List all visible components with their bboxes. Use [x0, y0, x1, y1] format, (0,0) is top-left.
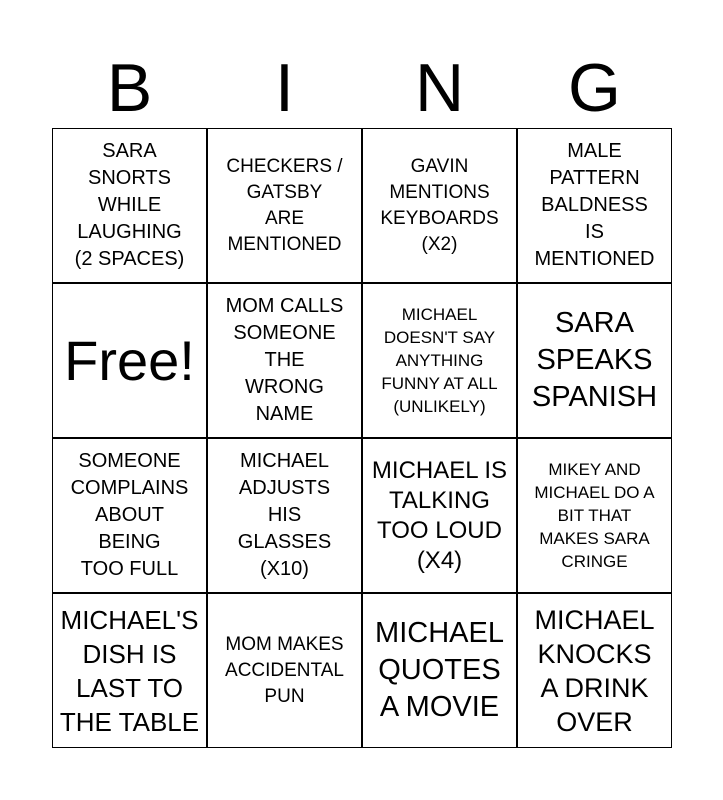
- cell-text: CHECKERS / GATSBY ARE MENTIONED: [226, 155, 343, 255]
- bingo-cell-r2c4[interactable]: [517, 283, 672, 438]
- cell-text: MICHAEL IS TALKING TOO LOUD (X4): [371, 456, 508, 574]
- bingo-cell-r4c2[interactable]: [207, 593, 362, 748]
- bingo-cell-r4c1[interactable]: [52, 593, 207, 748]
- cell-text: MICHAEL QUOTES A MOVIE: [375, 617, 504, 723]
- cell-text: SOMEONE COMPLAINS ABOUT BEING TOO FULL: [70, 450, 189, 580]
- cell-text: GAVIN MENTIONS KEYBOARDS (X2): [380, 155, 499, 255]
- bingo-cell-r4c3[interactable]: [362, 593, 517, 748]
- header-letter-i: I: [275, 50, 294, 126]
- cell-text: MICHAEL KNOCKS A DRINK OVER: [534, 604, 655, 737]
- bingo-card-grid: [52, 128, 672, 748]
- bingo-cell-r4c4[interactable]: [517, 593, 672, 748]
- free-space-label: Free!: [64, 328, 195, 392]
- bingo-header: [52, 48, 672, 128]
- cell-text: MOM MAKES ACCIDENTAL PUN: [225, 633, 344, 707]
- cell-text: SARA SPEAKS SPANISH: [531, 307, 658, 413]
- cell-text: SARA SNORTS WHILE LAUGHING (2 SPACES): [74, 140, 185, 270]
- bingo-cell-r1c4[interactable]: [517, 128, 672, 283]
- bingo-cell-r3c3[interactable]: [362, 438, 517, 593]
- cell-text: MICHAEL ADJUSTS HIS GLASSES (X10): [237, 450, 332, 580]
- header-letter-b: B: [106, 50, 153, 126]
- header-letter-n: N: [414, 50, 465, 126]
- bingo-cell-r1c2[interactable]: [207, 128, 362, 283]
- bingo-cell-r2c3[interactable]: [362, 283, 517, 438]
- bingo-cell-r1c1[interactable]: [52, 128, 207, 283]
- cell-text: MOM CALLS SOMEONE THE WRONG NAME: [225, 295, 344, 425]
- cell-text: MICHAEL DOESN'T SAY ANYTHING FUNNY AT ALL (UNLIKELY): [381, 305, 498, 416]
- bingo-cell-r2c2[interactable]: [207, 283, 362, 438]
- bingo-cell-r3c4[interactable]: [517, 438, 672, 593]
- cell-text: MALE PATTERN BALDNESS IS MENTIONED: [534, 140, 655, 270]
- cell-text: MIKEY AND MICHAEL DO A BIT THAT MAKES SARA CRINGE: [534, 460, 655, 571]
- bingo-cell-free[interactable]: [52, 283, 207, 438]
- header-letter-g: G: [568, 50, 621, 126]
- cell-text: MICHAEL'S DISH IS LAST TO THE TABLE: [59, 604, 200, 737]
- bingo-cell-r3c2[interactable]: [207, 438, 362, 593]
- bingo-cell-r1c3[interactable]: [362, 128, 517, 283]
- bingo-cell-r3c1[interactable]: [52, 438, 207, 593]
